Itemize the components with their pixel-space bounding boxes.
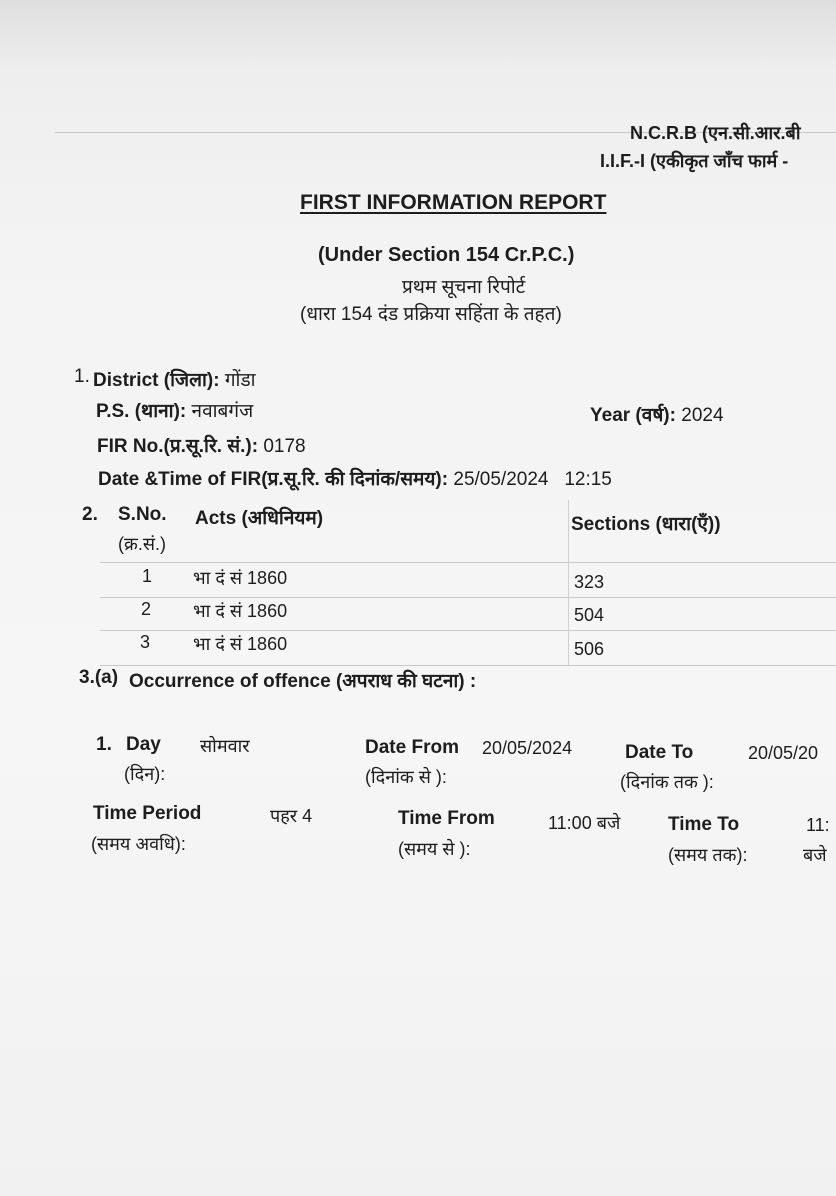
time-from-value: 11:00 बजे (548, 813, 621, 833)
table-rule (100, 597, 836, 598)
sno-header: S.No. (118, 504, 167, 525)
fir-datetime-field: Date &Time of FIR(प्र.सू.रि. की दिनांक/समय): 25/05/2024 12:15 (98, 469, 612, 490)
section2-number: 2. (82, 504, 98, 525)
time-from-hindi: (समय से ): (398, 839, 471, 859)
date-to-value: 20/05/20 (748, 743, 819, 763)
date-to-hindi: (दिनांक तक ): (620, 772, 714, 792)
date-from-label: Date From (365, 737, 459, 758)
day-label-hindi: (दिन): (124, 764, 166, 784)
time-to-value-suffix: बजे (803, 845, 827, 865)
ncrb-label: N.C.R.B (एन.सी.आर.बी (630, 123, 801, 143)
time-to-label: Time To (668, 814, 740, 835)
row-section: 323 (574, 572, 605, 592)
section3-heading: Occurrence of offence (अपराध की घटना) : (129, 671, 477, 692)
row-section: 504 (574, 605, 605, 625)
row-sno: 3 (140, 632, 151, 652)
table-rule (100, 665, 836, 666)
row-sno: 1 (142, 566, 153, 586)
hindi-section: (धारा 154 दंड प्रक्रिया सहिंता के तहत) (300, 304, 562, 325)
date-from-hindi: (दिनांक से ): (365, 767, 447, 787)
district-field: District (जिला): गोंडा (93, 370, 256, 391)
table-rule (100, 562, 836, 563)
time-period-value: पहर 4 (270, 806, 313, 826)
time-to-value: 11: (806, 815, 830, 835)
time-to-hindi: (समय तक): (668, 845, 748, 865)
table-rule (100, 630, 836, 631)
hindi-title: प्रथम सूचना रिपोर्ट (402, 277, 526, 298)
iif-label: I.I.F.-I (एकीकृत जाँच फार्म - (600, 151, 789, 171)
time-period-label: Time Period (93, 803, 202, 824)
section1-number: 1. (74, 366, 90, 387)
day-value: सोमवार (200, 736, 250, 756)
day-label: Day (126, 734, 161, 755)
row-act: भा दं सं 1860 (193, 634, 288, 654)
under-section: (Under Section 154 Cr.P.C.) (318, 244, 575, 266)
item-number: 1. (96, 734, 112, 755)
row-section: 506 (574, 639, 605, 659)
date-to-label: Date To (625, 742, 694, 763)
section3-number: 3.(a) (79, 667, 119, 688)
year-field: Year (वर्ष): 2024 (590, 405, 724, 426)
date-from-value: 20/05/2024 (482, 738, 573, 758)
sno-header-hindi: (क्र.सं.) (118, 534, 166, 554)
time-from-label: Time From (398, 808, 495, 829)
sections-header: Sections (धारा(एँ)) (571, 514, 721, 535)
time-period-hindi: (समय अवधि): (91, 834, 186, 854)
page-shadow (0, 0, 836, 70)
police-station-field: P.S. (थाना): नवाबगंज (96, 401, 254, 422)
row-act: भा दं सं 1860 (193, 601, 288, 621)
table-divider (568, 500, 569, 665)
page-title: FIRST INFORMATION REPORT (300, 191, 607, 214)
fir-number-field: FIR No.(प्र.सू.रि. सं.): 0178 (97, 436, 306, 457)
row-sno: 2 (141, 599, 152, 619)
row-act: भा दं सं 1860 (193, 568, 288, 588)
acts-header: Acts (अधिनियम) (195, 508, 324, 529)
